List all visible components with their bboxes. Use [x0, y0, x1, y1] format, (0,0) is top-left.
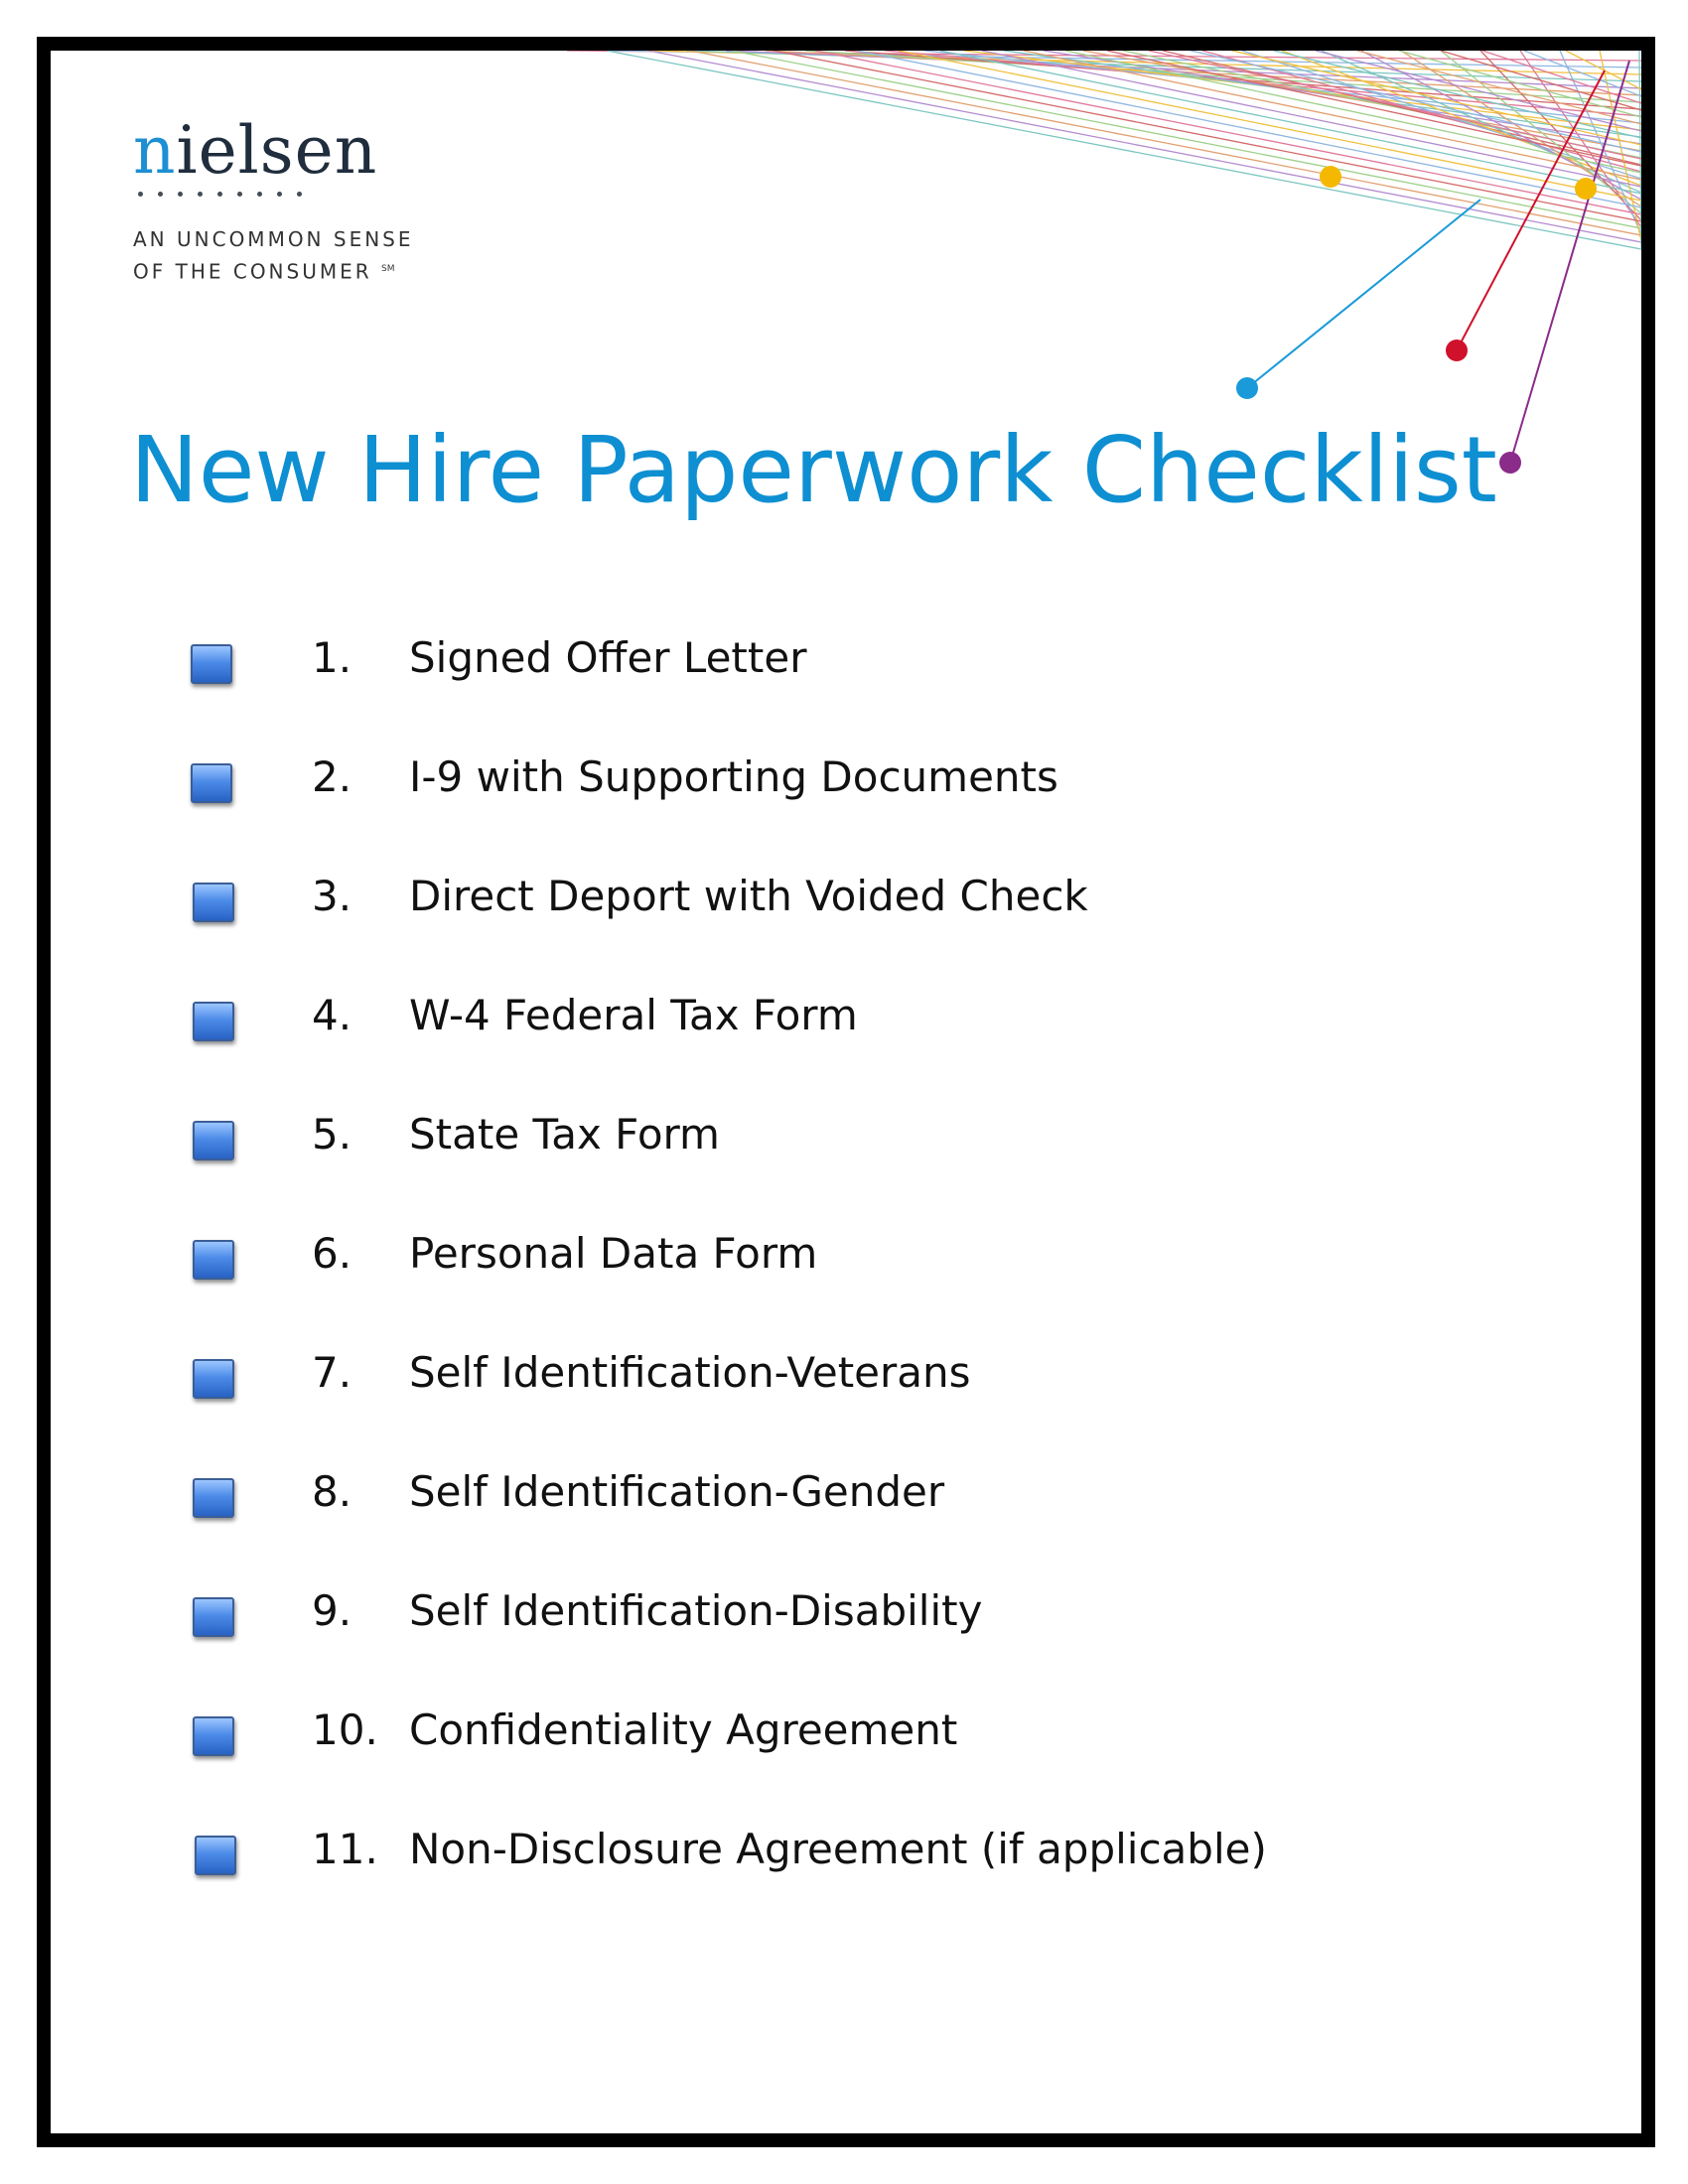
checklist-item-number: 5. [312, 1110, 352, 1159]
checklist-item [191, 867, 1382, 926]
checklist-item-number: 8. [312, 1467, 352, 1516]
checklist-item-number: 11. [312, 1825, 378, 1873]
checklist-item [191, 1701, 1382, 1760]
checklist-item-number: 7. [312, 1348, 352, 1397]
checklist-item-label: I-9 with Supporting Documents [409, 752, 1058, 801]
tagline-service-mark: SM [381, 264, 395, 274]
checklist-item-number: 3. [312, 872, 352, 920]
mesh-line [648, 51, 1641, 242]
checklist-item-number: 4. [312, 991, 352, 1039]
checkbox[interactable] [191, 644, 232, 684]
checklist-item-label: State Tax Form [409, 1110, 720, 1159]
mesh-line [857, 51, 1641, 207]
nielsen-logo [133, 112, 378, 197]
logo-wordmark-first: n [133, 112, 177, 189]
checkbox[interactable] [193, 1359, 234, 1399]
checklist-item-number: 9. [312, 1586, 352, 1635]
page-frame [37, 37, 1655, 2147]
checklist-item [191, 628, 1382, 688]
checklist-item-label: W-4 Federal Tax Form [409, 991, 858, 1039]
checkbox[interactable] [193, 1716, 234, 1756]
yellow-dot [1575, 178, 1597, 200]
blue-dot-strand [1247, 200, 1480, 388]
checklist-item-label: Personal Data Form [409, 1229, 818, 1278]
page-title: New Hire Paperwork Checklist [130, 417, 1497, 523]
checkbox[interactable] [195, 1836, 236, 1875]
checklist-item-label: Confidentiality Agreement [409, 1706, 958, 1754]
checkbox[interactable] [193, 1121, 234, 1160]
checklist-item-number: 2. [312, 752, 352, 801]
checklist-item-label: Self Identification-Veterans [409, 1348, 971, 1397]
checklist-item-label: Self Identification-Gender [409, 1467, 945, 1516]
checklist-item-label: Signed Offer Letter [409, 633, 807, 682]
tagline-line-2: OF THE CONSUMER [133, 259, 372, 284]
checklist-item [191, 748, 1382, 807]
checkbox[interactable] [193, 1478, 234, 1518]
checkbox[interactable] [193, 883, 234, 922]
blue-dot [1236, 377, 1258, 399]
red-dot [1446, 340, 1468, 361]
logo-wordmark-rest: ielsen [176, 112, 378, 189]
mesh-line [1566, 51, 1641, 89]
checklist-item [191, 1581, 1382, 1641]
checklist-item-label: Non-Disclosure Agreement (if applicable) [409, 1825, 1267, 1873]
checklist-item [191, 1105, 1382, 1164]
checkbox[interactable] [191, 763, 232, 803]
checklist-item [191, 1343, 1382, 1403]
checkbox[interactable] [193, 1240, 234, 1280]
checklist-item [191, 1820, 1382, 1879]
yellow-dot [1320, 166, 1341, 188]
checkbox[interactable] [193, 1002, 234, 1041]
checklist-item-number: 1. [312, 633, 352, 682]
logo-dots [133, 192, 377, 197]
mesh-line [1322, 51, 1641, 193]
purple-dot [1499, 452, 1521, 474]
checklist-item-number: 6. [312, 1229, 352, 1278]
checklist-item-label: Self Identification-Disability [409, 1586, 983, 1635]
logo-wordmark [133, 112, 378, 189]
checklist-item-number: 10. [312, 1706, 378, 1754]
checklist-item [191, 1224, 1382, 1284]
logo-tagline [133, 224, 414, 287]
checklist-item-label: Direct Deport with Voided Check [409, 872, 1088, 920]
tagline-line-1: AN UNCOMMON SENSE [133, 227, 414, 251]
checklist-item [191, 1462, 1382, 1522]
checkbox[interactable] [193, 1597, 234, 1637]
checklist-item [191, 986, 1382, 1045]
